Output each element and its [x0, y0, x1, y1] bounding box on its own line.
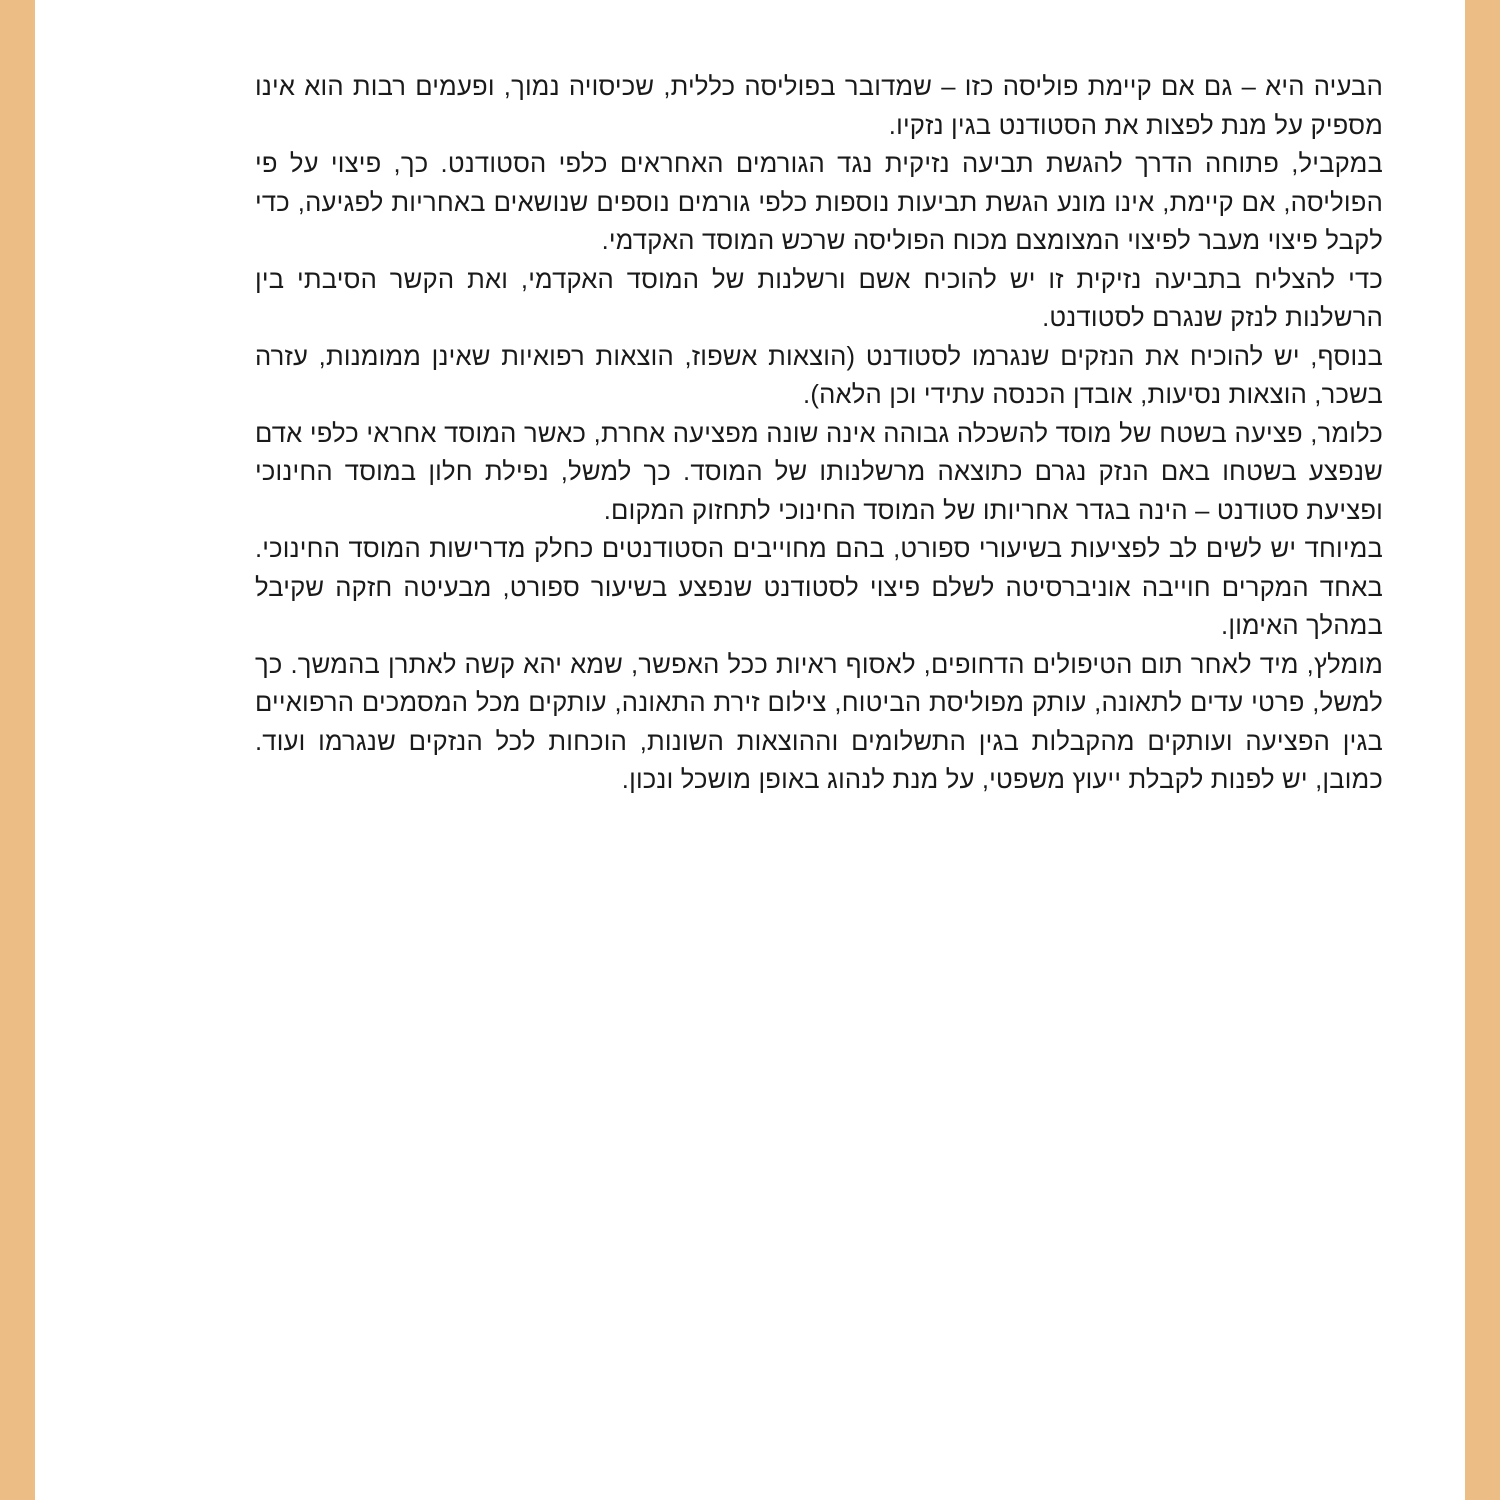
paragraph-3: כדי להצליח בתביעה נזיקית זו יש להוכיח אשם ורשלנות של המוסד האקדמי, ואת הקשר הסיבתי בין הרשלנות לנזק שנגרם לסטודנט.	[255, 265, 1383, 332]
paragraph-5: כלומר, פציעה בשטח של מוסד להשכלה גבוהה אינה שונה מפציעה אחרת, כאשר המוסד אחראי כלפי אדם שנפצע בשטחו באם הנזק נגרם כתוצאה מרשלנותו של המוסד. כך למשל, נפילת חלון במוסד החינוכי ופציעת סטודנט – הינה בגדר אחריותו של המוסד החינוכי לתחזוק המקום.	[255, 419, 1383, 525]
paragraph-2: במקביל, פתוחה הדרך להגשת תביעה נזיקית נגד הגורמים האחראים כלפי הסטודנט. כך, פיצוי על פי הפוליסה, אם קיימת, אינו מונע הגשת תביעות נוספות כלפי גורמים נוספים שנושאים באחריות לפגיעה, כדי לקבל פיצוי מעבר לפיצוי המצומצם מכוח הפוליסה שרכש המוסד האקדמי.	[255, 150, 1383, 255]
paragraph-1: הבעיה היא – גם אם קיימת פוליסה כזו – שמדובר בפוליסה כללית, שכיסויה נמוך, ופעמים רבות הוא אינו מספיק על מנת לפצות את הסטודנט בגין נזקיו.	[255, 73, 1383, 140]
paragraph-7: מומלץ, מיד לאחר תום הטיפולים הדחופים, לאסוף ראיות ככל האפשר, שמא יהא קשה לאתרן בהמשך. כך למשל, פרטי עדים לתאונה, עותק מפוליסת הביטוח, צילום זירת התאונה, עותקים מכל המסמכים הרפואיים בגין הפציעה ועותקים מהקבלות בגין התשלומים וההוצאות השונות, הוכחות לכל הנזקים שנגרמו ועוד. כמובן, יש לפנות לקבלת ייעוץ משפטי, על מנת לנהוג באופן מושכל ונכון.	[255, 650, 1383, 794]
document-body	[255, 68, 1383, 800]
right-page-border	[1465, 0, 1500, 1500]
document-page	[35, 0, 1465, 1500]
paragraph-4: בנוסף, יש להוכיח את הנזקים שנגרמו לסטודנט (הוצאות אשפוז, הוצאות רפואיות שאינן ממומנות, עזרה בשכר, הוצאות נסיעות, אובדן הכנסה עתידי וכן הלאה).	[255, 342, 1383, 409]
paragraph-6: במיוחד יש לשים לב לפציעות בשיעורי ספורט, בהם מחוייבים הסטודנטים כחלק מדרישות המוסד החינוכי. באחד המקרים חוייבה אוניברסיטה לשלם פיצוי לסטודנט שנפצע בשיעור ספורט, מבעיטה חזקה שקיבל במהלך האימון.	[255, 535, 1383, 640]
left-page-border	[0, 0, 35, 1500]
